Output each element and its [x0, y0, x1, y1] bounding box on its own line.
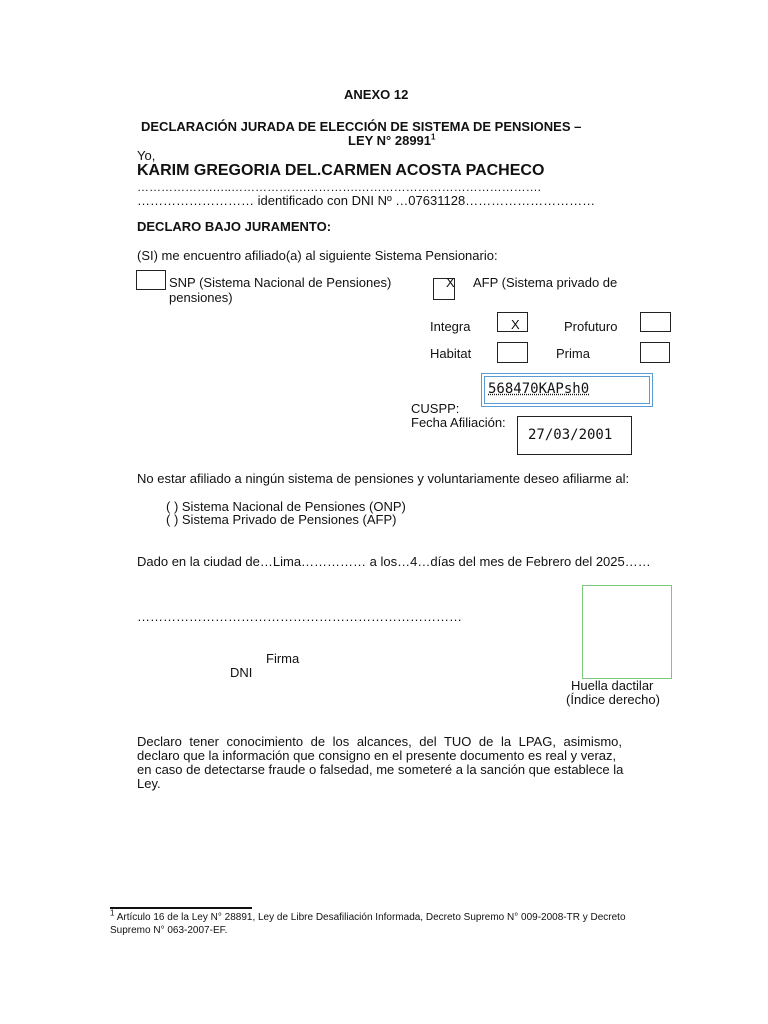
place-date-line: Dado en la ciudad de…Lima…………… a los…4…días del mes de Febrero del 2025…… — [137, 554, 651, 569]
oath-heading: DECLARO BAJO JURAMENTO: — [137, 219, 332, 234]
afp-check-mark: X — [446, 275, 455, 290]
dni-line: ……………………… identificado con DNI Nº …07631128………………………… — [137, 193, 596, 208]
integra-checkbox[interactable] — [497, 312, 528, 332]
snp-label-line2: pensiones) — [169, 290, 233, 305]
firma-label: Firma — [266, 651, 300, 666]
document-title-line2: LEY N° 28991$^1$ — [348, 132, 436, 148]
footnote-number: 1 — [110, 908, 115, 918]
fecha-afiliacion-value: 27/03/2001 — [528, 427, 613, 443]
fingerprint-label-line2: (Índice derecho) — [566, 692, 660, 707]
habitat-label: Habitat — [430, 346, 472, 361]
footnote-line1: $^1$ Artículo 16 de la Ley N° 28891, Ley de Libre Desafiliación Informada, Decreto Supremo N° 009-2008-TR y Decreto — [110, 908, 626, 923]
profuturo-checkbox[interactable] — [640, 312, 671, 332]
integra-label: Integra — [430, 319, 471, 334]
dni-label: DNI — [230, 665, 253, 680]
declarant-name: KARIM GREGORIA DEL.CARMEN ACOSTA PACHECO — [137, 162, 545, 179]
afp-private-option[interactable]: ( ) Sistema Privado de Pensiones (AFP) — [166, 512, 397, 527]
yo-label: Yo, — [137, 148, 156, 163]
integra-check-mark: X — [511, 317, 520, 332]
cuspp-label: CUSPP: — [411, 401, 460, 416]
not-affiliated-text: No estar afiliado a ningún sistema de pensiones y voluntariamente deseo afiliarme al: — [137, 471, 630, 486]
profuturo-label: Profuturo — [564, 319, 618, 334]
fingerprint-label-line1: Huella dactilar — [571, 678, 654, 693]
document-title-line1: DECLARACIÓN JURADA DE ELECCIÓN DE SISTEMA DE PENSIONES – — [141, 119, 582, 134]
fecha-afiliacion-input[interactable] — [517, 416, 632, 455]
statement-line2: declaro que la información que consigno en el presente documento es real y veraz, — [137, 748, 617, 763]
fecha-afiliacion-label: Fecha Afiliación: — [411, 415, 506, 430]
habitat-checkbox[interactable] — [497, 342, 528, 363]
footnote-ref: 1 — [431, 132, 436, 142]
oath-intro: (SI) me encuentro afiliado(a) al siguiente Sistema Pensionario: — [137, 248, 498, 263]
afp-checkbox[interactable] — [433, 275, 455, 300]
footnote-line2: Supremo N° 063-2007-EF. — [110, 925, 228, 936]
cuspp-value: 568470KAPsh0 — [488, 381, 590, 397]
onp-option[interactable]: ( ) Sistema Nacional de Pensiones (ONP) — [166, 499, 406, 514]
prima-checkbox[interactable] — [640, 342, 670, 363]
cuspp-input[interactable] — [481, 373, 653, 407]
fingerprint-box — [582, 585, 672, 679]
annex-title: ANEXO 12 — [344, 87, 409, 102]
signature-dots: ………………………………………………………………… — [137, 609, 462, 624]
afp-label-line1: AFP (Sistema privado de — [473, 275, 618, 290]
statement-line1: Declaro tener conocimiento de los alcances, del TUO de la LPAG, asimismo, — [137, 734, 622, 749]
snp-label-line1: SNP (Sistema Nacional de Pensiones) — [169, 275, 392, 290]
declarant-dots-line: ……………….…..……………….………….………………………………………. — [137, 180, 542, 194]
statement-line4: Ley. — [137, 776, 161, 791]
footnote-separator — [110, 907, 252, 909]
prima-label: Prima — [556, 346, 590, 361]
statement-line3: en caso de detectarse fraude o falsedad, me someteré a la sanción que establece la — [137, 762, 624, 777]
snp-checkbox[interactable] — [136, 270, 166, 290]
